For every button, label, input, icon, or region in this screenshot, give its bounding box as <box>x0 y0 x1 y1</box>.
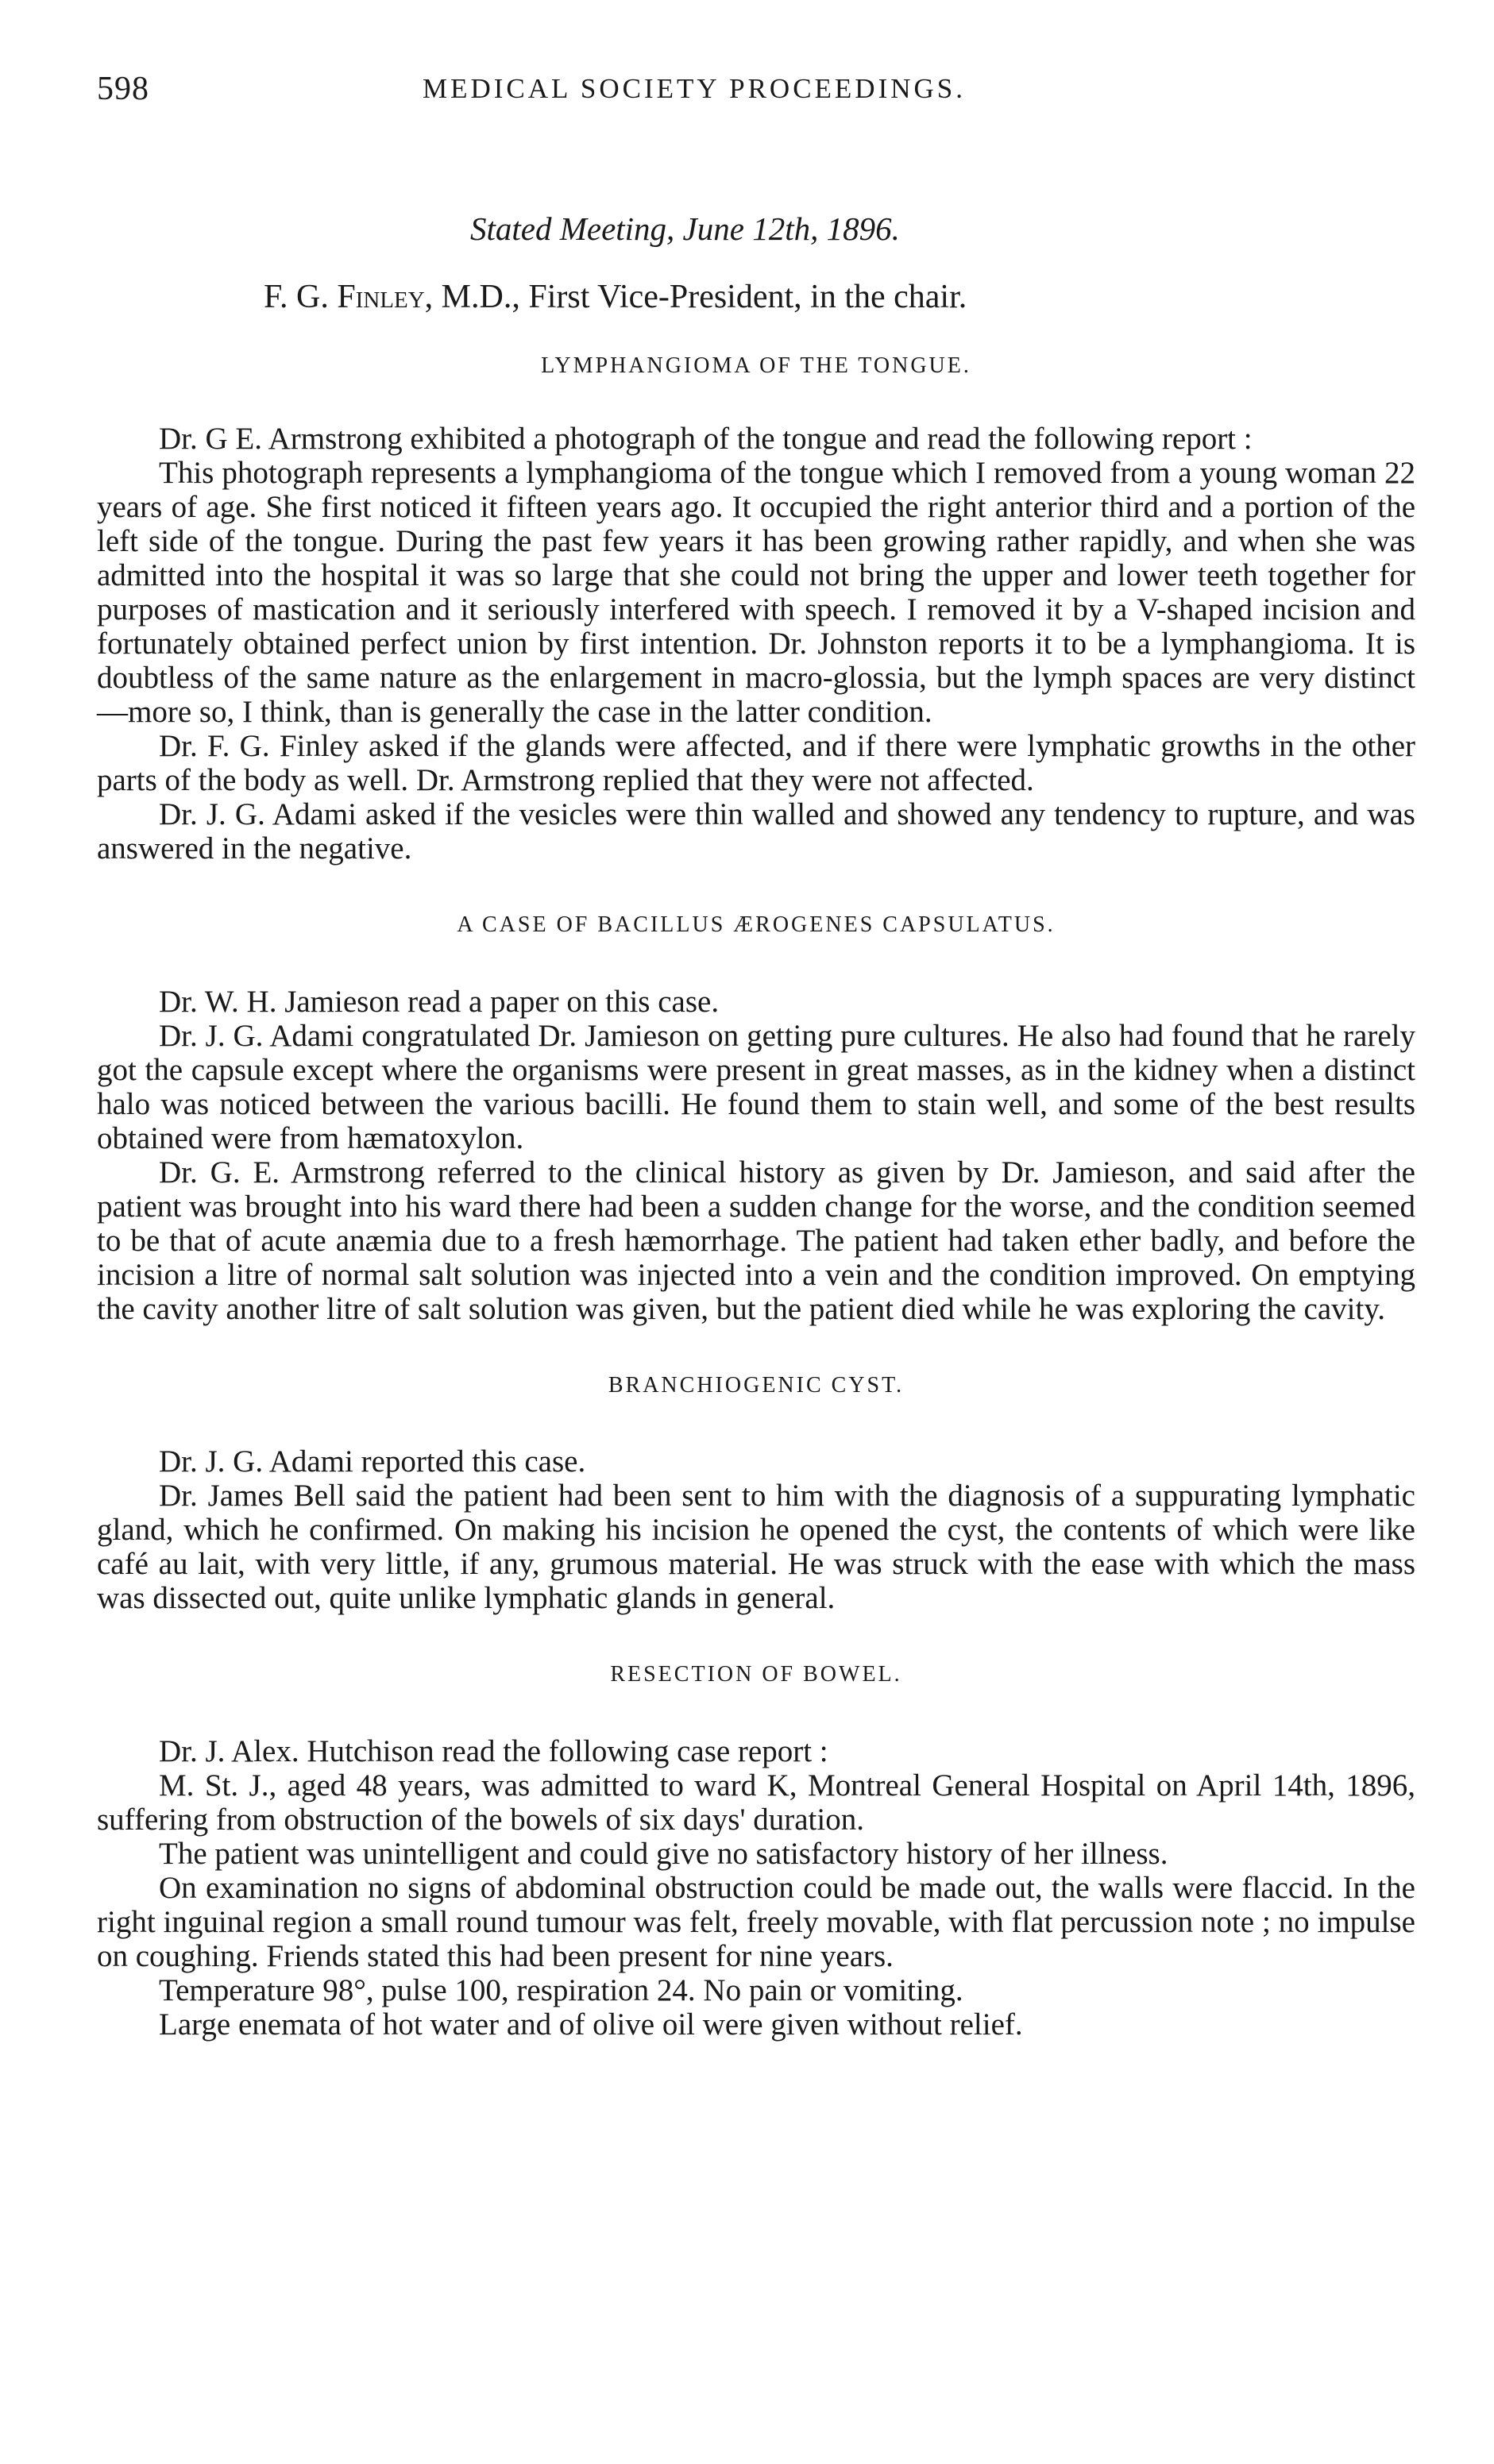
paragraph: Dr. J. Alex. Hutchison read the following case report : <box>159 1733 828 1768</box>
chair-name: F. G. Finley <box>264 279 425 316</box>
paragraph: Dr. J. G. Adami asked if the vesicles were thin walled and showed any tendency to rupture, and was answered in the negative. <box>97 797 1415 866</box>
paragraph: Large enemata of hot water and of olive oil were given without relief. <box>159 2007 1023 2042</box>
paragraph: M. St. J., aged 48 years, was admitted to ward K, Montreal General Hospital on April 14th, 1896, suffering from obstruction of the bowels of six days' duration. <box>97 1768 1415 1837</box>
section-heading-resection-of-bowel: RESECTION OF BOWEL. <box>610 1662 902 1687</box>
paragraph: The patient was unintelligent and could give no satisfactory history of her illness. <box>159 1836 1168 1871</box>
journal-page <box>97 64 1415 2042</box>
section-heading-branchiogenic-cyst: BRANCHIOGENIC CYST. <box>608 1372 905 1398</box>
paragraph: This photograph represents a lymphangioma of the tongue which I removed from a young woman 22 years of age. She first noticed it fifteen years ago. It occupied the right anterior third and a portion of the left side of the tongue. During the past few years it has been growing rather rapidly, and when she was admitted into the hospital it was so large that she could not bring the upper and lower teeth together for purposes of mastication and it seriously interfered with speech. I removed it by a V-shaped incision and fortunately obtained perfect union by first intention. Dr. Johnston reports it to be a lymphangioma. It is doubtless of the same nature as the enlargement in macro-glossia, but the lymph spaces are very distinct—more so, I think, than is generally the case in the latter condition. <box>97 456 1415 730</box>
section-heading-bacillus: A CASE OF BACILLUS ÆROGENES CAPSULATUS. <box>457 912 1056 938</box>
meeting-title: Stated Meeting, June 12th, 1896. <box>470 210 900 247</box>
paragraph: Dr. J. G. Adami congratulated Dr. Jamieson on getting pure cultures. He also had found that he rarely got the capsule except where the organisms were present in great masses, as in the kidney when a distinct halo was noticed between the various bacilli. He found them to stain well, and some of the best results obtained were from hæmatoxylon. <box>97 1018 1415 1155</box>
paragraph: Temperature 98°, pulse 100, respiration 24. No pain or vomiting. <box>159 1972 963 2007</box>
paragraph: Dr. James Bell said the patient had been sent to him with the diagnosis of a suppurating lymphatic gland, which he confirmed. On making his incision he opened the cyst, the contents of which were like café au lait, with very little, if any, grumous material. He was struck with the ease with which the mass was dissected out, quite unlike lymphatic glands in general. <box>97 1479 1415 1616</box>
section-heading-lymphangioma: LYMPHANGIOMA OF THE TONGUE. <box>541 353 971 378</box>
paragraph: Dr. J. G. Adami reported this case. <box>159 1444 586 1479</box>
paragraph: Dr. G. E. Armstrong referred to the clinical history as given by Dr. Jamieson, and said after the patient was brought into his ward there had been a sudden change for the worse, and the condition seemed to be that of acute anæmia due to a fresh hæmorrhage. The patient had taken ether badly, and before the incision a litre of normal salt solution was injected into a vein and the condition improved. On emptying the cavity another litre of salt solution was given, but the patient died while he was exploring the cavity. <box>97 1155 1415 1326</box>
chair-line <box>264 277 1415 317</box>
journal-title: MEDICAL SOCIETY PROCEEDINGS. <box>423 73 966 104</box>
page-number: 598 <box>97 71 149 107</box>
paragraph: Dr. G E. Armstrong exhibited a photograph of the tongue and read the following report : <box>159 422 1253 457</box>
running-head <box>97 64 1415 127</box>
paragraph: Dr. F. G. Finley asked if the glands were affected, and if there were lymphatic growths in the other parts of the body as well. Dr. Armstrong replied that they were not affected. <box>97 729 1415 798</box>
paragraph: On examination no signs of abdominal obstruction could be made out, the walls were flaccid. In the right inguinal region a small round tumour was felt, freely movable, with flat percussion note ; no impulse on coughing. Friends stated this had been present for nine years. <box>97 1870 1415 1973</box>
chair-description: , M.D., First Vice-President, in the chair. <box>424 279 967 316</box>
paragraph: Dr. W. H. Jamieson read a paper on this case. <box>159 984 720 1019</box>
